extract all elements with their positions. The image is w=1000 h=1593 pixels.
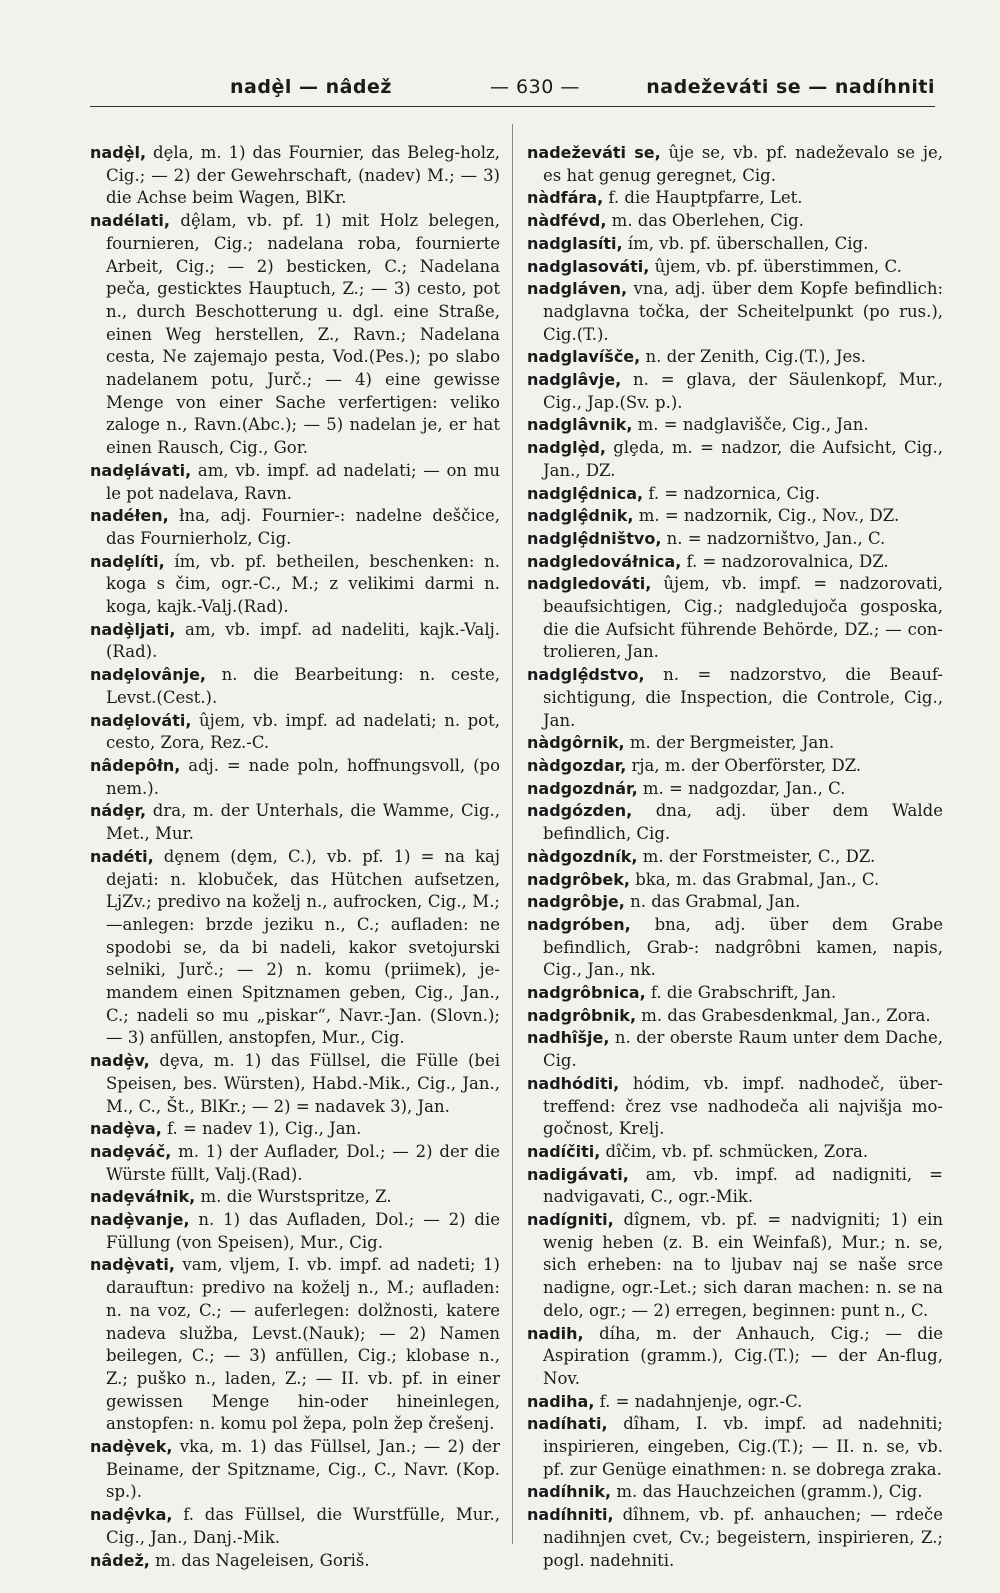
dictionary-entry <box>90 846 500 1050</box>
entry-definition: díha, m. der Anhauch, Cig.; — die Aspiration (gramm.), Cig.(T.); — der An-flug, Nov. <box>543 1323 943 1388</box>
entry-headword: nadglavíšče, <box>527 347 641 367</box>
entry-definition: m. das Oberlehen, Cig. <box>606 211 804 231</box>
dictionary-entry <box>527 278 943 346</box>
dictionary-entry <box>527 528 943 551</box>
dictionary-entry <box>527 437 943 482</box>
dictionary-entry <box>527 1005 943 1028</box>
entry-headword: nadéti, <box>90 846 154 866</box>
dictionary-entry <box>527 869 943 892</box>
dictionary-entry <box>527 1481 943 1504</box>
entry-headword: nadȩ̀vanje, <box>90 1210 190 1230</box>
dictionary-entry <box>527 414 943 437</box>
dictionary-entry <box>527 256 943 279</box>
entry-headword: nadȩ̀vati, <box>90 1255 175 1275</box>
entry-headword: nadígniti, <box>527 1210 614 1230</box>
dictionary-entry <box>527 778 943 801</box>
dictionary-entry <box>527 891 943 914</box>
dictionary-entry <box>527 1164 943 1209</box>
entry-definition: f. = nadzorovalnica, DZ. <box>681 551 889 571</box>
entry-definition: ím, vb. pf. betheilen, beschenken: n. koga s čim, ogr.-C., M.; z velikimi darmi n. koga, kajk.-Valj.(Rad). <box>106 551 500 617</box>
dictionary-entry <box>527 505 943 528</box>
entry-headword: nadgózden, <box>527 801 633 821</box>
right-column <box>527 142 943 1572</box>
entry-definition: dra, m. der Unterhals, die Wamme, Cig., Met., Mur. <box>106 801 500 844</box>
dictionary-entry <box>527 982 943 1005</box>
entry-headword: nadglasíti, <box>527 233 623 253</box>
entry-definition: m. 1) der Auflader, Dol.; — 2) der die Würste füllt, Valj.(Rad). <box>106 1141 500 1184</box>
entry-headword: nàdfévd, <box>527 211 607 231</box>
dictionary-entry <box>527 1323 943 1391</box>
entry-headword: nadgláven, <box>527 279 628 299</box>
entry-headword: nadȩ̂vka, <box>90 1505 173 1525</box>
dictionary-entry <box>90 1436 500 1504</box>
dictionary-entry <box>527 1073 943 1141</box>
entry-definition: dîgnem, vb. pf. = nadvigniti; 1) ein wenig heben (z. B. ein Weinfaß), Mur.; n. se, sich erheben: na to ljubav naj se naše srce nadigne, ogr.-Let.; sich daran machen: n. se na delo, ogr.; — 2) erregen, beginnen: punt n., C. <box>543 1210 943 1320</box>
entry-definition: dîhnem, vb. pf. anhauchen; — rdeče nadihnjen cvet, Cv.; begeistern, inspirieren, Z.; pogl. nadehniti. <box>543 1505 943 1570</box>
entry-definition: bka, m. das Grabmal, Jan., C. <box>630 869 880 889</box>
entry-headword: nadéłen, <box>90 506 169 526</box>
dictionary-entry <box>90 710 500 755</box>
dictionary-entry <box>527 1027 943 1072</box>
entry-headword: nadgledováti, <box>527 574 652 594</box>
dictionary-entry <box>527 573 943 664</box>
entry-definition: f. die Hauptpfarre, Let. <box>603 188 803 208</box>
entry-definition: n. die Bearbeitung: n. ceste, Levst.(Cest.). <box>106 665 500 707</box>
entry-definition: dȩva, m. 1) das Füllsel, die Fülle (bei Speisen, bes. Würsten), Habd.-Mik., Cig., Jan., M., C., Št., BlKr.; — 2) = nadavek 3), Jan. <box>106 1051 500 1116</box>
entry-definition: am, vb. impf. ad nadeliti, kajk.-Valj.(Rad). <box>106 619 500 662</box>
dictionary-entry <box>527 551 943 574</box>
dictionary-entry <box>527 846 943 869</box>
entry-headword: nadíhniti, <box>527 1505 614 1525</box>
header-rule <box>90 106 935 107</box>
entry-headword: nadȩ̀v, <box>90 1051 150 1071</box>
entry-definition: m. = nadglavišče, Cig., Jan. <box>632 415 869 435</box>
entry-definition: dȩnem (dȩm, C.), vb. pf. 1) = na kaj dejati: n. klobuček, das Hütchen aufsetzen, LjZv.; predivo na koželj n., aufrocken, Cig., M.; —anlegen: brzde jeziku n., C.; aufladen: ne spodobi se, da bi nadeli, kakor svetojurski selniki, Jurč.; — 2) n. komu (priimek), je-mandem einen Spitznamen geben, Cig., Jan., C.; nadeli so mu „piskar“, Navr.-Jan. (Slovn.); — 3) anfüllen, anstopfen, Mur., Cig. <box>106 846 500 1048</box>
entry-headword: nâdepôłn, <box>90 755 181 775</box>
dictionary-entry <box>90 1118 500 1141</box>
entry-headword: nadglȩ̂dnica, <box>527 483 644 503</box>
entry-definition: łna, adj. Fournier-: nadelne deščice, das Fournierholz, Cig. <box>106 506 500 548</box>
entry-headword: nadȩlováti, <box>90 710 192 730</box>
entry-headword: nadȩváłnik, <box>90 1187 196 1207</box>
dictionary-entry <box>90 551 500 619</box>
entry-headword: nadgrôbek, <box>527 869 630 889</box>
dictionary-entry <box>90 505 500 550</box>
entry-definition: glȩda, m. = nadzor, die Aufsicht, Cig., Jan., DZ. <box>543 438 943 480</box>
entry-definition: n. = nadzorništvo, Jan., C. <box>661 528 886 548</box>
entry-headword: nadglasováti, <box>527 256 650 276</box>
entry-headword: nadih, <box>527 1323 584 1343</box>
entry-headword: nàdfára, <box>527 188 604 208</box>
entry-headword: nàdgozdník, <box>527 846 638 866</box>
entry-definition: n. das Grabmal, Jan. <box>624 892 801 912</box>
entry-definition: ûjem, vb. pf. überstimmen, C. <box>649 256 902 276</box>
entry-definition: ûjem, vb. impf. ad nadelati; n. pot, cesto, Zora, Rez.-C. <box>106 710 500 753</box>
entry-headword: nàdgozdar, <box>527 755 627 775</box>
entry-headword: nadglȩ̂dništvo, <box>527 528 662 548</box>
entry-definition: am, vb. impf. ad nadelati; — on mu le pot nadelava, Ravn. <box>106 460 500 503</box>
entry-definition: adj. = nade poln, hoffnungsvoll, (po nem.). <box>106 755 500 798</box>
dictionary-entry <box>90 1504 500 1549</box>
entry-definition: f. die Grabschrift, Jan. <box>645 983 837 1003</box>
entry-headword: nadíhati, <box>527 1414 608 1434</box>
dictionary-entry <box>90 210 500 460</box>
entry-definition: m. der Bergmeister, Jan. <box>624 733 835 753</box>
entry-definition: n. 1) das Aufladen, Dol.; — 2) die Füllung (von Speisen), Mur., Cig. <box>106 1210 500 1252</box>
entry-headword: nadglâvje, <box>527 370 622 390</box>
dictionary-entry <box>527 483 943 506</box>
entry-definition: vna, adj. über dem Kopfe befindlich: nadglavna točka, der Scheitelpunkt (po rus.), Cig.(T.). <box>543 279 943 344</box>
dictionary-entry <box>527 800 943 845</box>
dictionary-entry <box>90 619 500 664</box>
entry-headword: nadȩlávati, <box>90 460 192 480</box>
entry-headword: nadglȩ̂dnik, <box>527 506 634 526</box>
entry-headword: nadgozdnár, <box>527 778 638 798</box>
entry-definition: f. das Füllsel, die Wurstfülle, Mur., Cig., Jan., Danj.-Mik. <box>106 1505 500 1547</box>
page-header <box>90 76 935 106</box>
entry-headword: nadhîšje, <box>527 1028 610 1048</box>
entry-headword: nadȩlovânje, <box>90 665 206 685</box>
dictionary-entry <box>527 755 943 778</box>
dictionary-entry <box>90 755 500 800</box>
entry-definition: dîham, I. vb. impf. ad nadehniti; inspirieren, eingeben, Cig.(T.); — II. n. se, vb. pf. zur Genüge einathmen: n. se dobrega zraka. <box>543 1414 943 1479</box>
dictionary-entry <box>90 1550 500 1573</box>
entry-definition: n. der Zenith, Cig.(T.), Jes. <box>640 347 866 367</box>
dictionary-entry <box>527 914 943 982</box>
dictionary-entry <box>527 369 943 414</box>
entry-headword: nadglȩ̂dstvo, <box>527 665 645 685</box>
dictionary-entry <box>527 732 943 755</box>
entry-definition: m. die Wurstspritze, Z. <box>195 1187 392 1207</box>
entry-definition: f. = nadev 1), Cig., Jan. <box>161 1119 362 1139</box>
dictionary-entry <box>527 1141 943 1164</box>
entry-definition: m. = nadzornik, Cig., Nov., DZ. <box>633 506 900 526</box>
dictionary-entry <box>527 346 943 369</box>
entry-headword: nadȩlíti, <box>90 551 165 571</box>
entry-definition: n. der oberste Raum unter dem Dache, Cig. <box>543 1028 943 1071</box>
dictionary-entry <box>527 210 943 233</box>
entry-definition: ím, vb. pf. überschallen, Cig. <box>622 233 869 253</box>
dictionary-entry <box>90 1209 500 1254</box>
page-number: — 630 — <box>490 76 580 98</box>
entry-headword: nadeževáti se, <box>527 143 661 162</box>
entry-definition: dȩ̂lam, vb. pf. 1) mit Holz belegen, fournieren, Cig.; nadelana roba, fournierte Arbeit, Cig.; — 2) besticken, C.; Nadelana peča, gesticktes Hauptuch, Z.; — 3) cesto, pot n., durch Beschotterung u. dgl. eine Straße, einen Weg herstellen, Z., Ravn.; Nadelana cesta, Ne zajemajo pesta, Vod.(Pes.); po slabo nadelanem potu, Jurč.; — 4) eine gewisse Menge von einer Sache verfertigen: veliko zaloge n., Ravn.(Abc.); — 5) nadelan je, er hat einen Rausch, Cig., Gor. <box>106 211 500 458</box>
dictionary-entry <box>90 142 500 210</box>
dictionary-entry <box>90 664 500 709</box>
entry-headword: nadiha, <box>527 1391 595 1411</box>
dictionary-entry <box>527 1209 943 1323</box>
entry-definition: f. = nadzornica, Cig. <box>643 483 821 503</box>
dictionary-entry <box>527 233 943 256</box>
entry-definition: bna, adj. über dem Grabe befindlich, Grab-: nadgrôbni kamen, napis, Cig., Jan., nk. <box>543 914 943 980</box>
dictionary-entry <box>90 1254 500 1436</box>
entry-headword: nadglâvnik, <box>527 415 633 435</box>
dictionary-entry <box>527 142 943 187</box>
entry-headword: nadíčiti, <box>527 1141 601 1161</box>
column-divider <box>512 124 513 1544</box>
dictionary-entry <box>90 1141 500 1186</box>
entry-definition: f. = nadahnjenje, ogr.-C. <box>594 1391 803 1411</box>
entry-definition: m. = nadgozdar, Jan., C. <box>637 778 846 798</box>
entry-headword: nadȩváč, <box>90 1141 172 1161</box>
dictionary-entry <box>90 1186 500 1209</box>
entry-definition: hódim, vb. impf. nadhodeč, über-treffend: črez vse nadhodeča ali najvišja mo-gočnost, Krelj. <box>543 1073 943 1139</box>
entry-headword: nadȩ̀vek, <box>90 1437 173 1457</box>
left-column <box>90 142 500 1572</box>
entry-headword: nadgledováłnica, <box>527 551 682 571</box>
entry-definition: vka, m. 1) das Füllsel, Jan.; — 2) der Beiname, der Spitzname, Cig., C., Navr. (Kop. sp.). <box>106 1437 500 1502</box>
entry-definition: m. das Nageleisen, Goriš. <box>149 1550 370 1570</box>
entry-definition: dȩla, m. 1) das Fournier, das Beleg-holz, Cig.; — 2) der Gewehrschaft, (nadev) M.; — 3) die Achse beim Wagen, BlKr. <box>106 143 500 208</box>
entry-headword: nadgróben, <box>527 914 631 934</box>
header-left-guide-words: nadȩ̀l — nâdež <box>230 76 392 98</box>
dictionary-entry <box>527 1391 943 1414</box>
dictionary-entry <box>90 1050 500 1118</box>
entry-definition: dna, adj. über dem Walde befindlich, Cig. <box>543 801 943 844</box>
entry-headword: nadgrôbje, <box>527 892 625 912</box>
entry-definition: rja, m. der Oberförster, DZ. <box>626 755 862 775</box>
entry-headword: nadigávati, <box>527 1164 629 1184</box>
entry-headword: nadíhnik, <box>527 1482 612 1502</box>
entry-headword: nadȩ̀ljati, <box>90 619 176 639</box>
entry-headword: nadélati, <box>90 211 170 231</box>
entry-definition: ûjem, vb. impf. = nadzorovati, beaufsichtigen, Cig.; nadgledujoča gosposka, die die Aufsicht führende Behörde, DZ.; — con-trolieren, Jan. <box>543 574 943 662</box>
dictionary-entry <box>90 460 500 505</box>
dictionary-entry <box>527 664 943 732</box>
entry-headword: nádȩr, <box>90 801 147 821</box>
entry-definition: ûje se, vb. pf. nadeževalo se je, es hat genug geregnet, Cig. <box>543 143 943 185</box>
dictionary-entry <box>527 1504 943 1572</box>
entry-headword: nâdež, <box>90 1550 150 1570</box>
entry-definition: n. = glava, der Säulenkopf, Mur., Cig., Jap.(Sv. p.). <box>543 370 943 412</box>
entry-definition: am, vb. impf. ad nadigniti, = nadvigavati, C., ogr.-Mik. <box>543 1164 943 1207</box>
entry-definition: n. = nadzorstvo, die Beauf-sichtigung, die Inspection, die Controle, Cig., Jan. <box>543 665 943 730</box>
entry-definition: dîčim, vb. pf. schmücken, Zora. <box>600 1141 869 1161</box>
dictionary-entry <box>527 187 943 210</box>
entry-headword: nadȩ̀l, <box>90 143 147 162</box>
dictionary-entry <box>90 800 500 845</box>
entry-definition: m. das Hauchzeichen (gramm.), Cig. <box>611 1482 923 1502</box>
entry-definition: m. das Grabesdenkmal, Jan., Zora. <box>636 1005 931 1025</box>
entry-headword: nadgrôbnica, <box>527 983 646 1003</box>
entry-headword: nadhóditi, <box>527 1073 620 1093</box>
header-right-guide-words: nadeževáti se — nadíhniti <box>646 76 935 98</box>
entry-definition: vam, vljem, I. vb. impf. ad nadeti; 1) darauftun: predivo na koželj n., M.; aufladen: n. na voz, C.; — auferlegen: dolžnosti, katere nadeva služba, Levst.(Nauk); — 2) Namen beilegen, C.; — 3) anfüllen, Cig.; klobase n., Z.; puško n., laden, Z.; — II. vb. pf. in einer gewissen Menge hin-oder hineinlegen, anstopfen: n. komu pol žepa, poln žep črešenj. <box>106 1255 500 1434</box>
entry-headword: nàdgôrnik, <box>527 733 625 753</box>
entry-headword: nadgrôbnik, <box>527 1005 637 1025</box>
entry-headword: nadglȩ̀d, <box>527 438 606 458</box>
entry-headword: nadȩ̀va, <box>90 1119 162 1139</box>
entry-definition: m. der Forstmeister, C., DZ. <box>637 846 876 866</box>
dictionary-entry <box>527 1413 943 1481</box>
